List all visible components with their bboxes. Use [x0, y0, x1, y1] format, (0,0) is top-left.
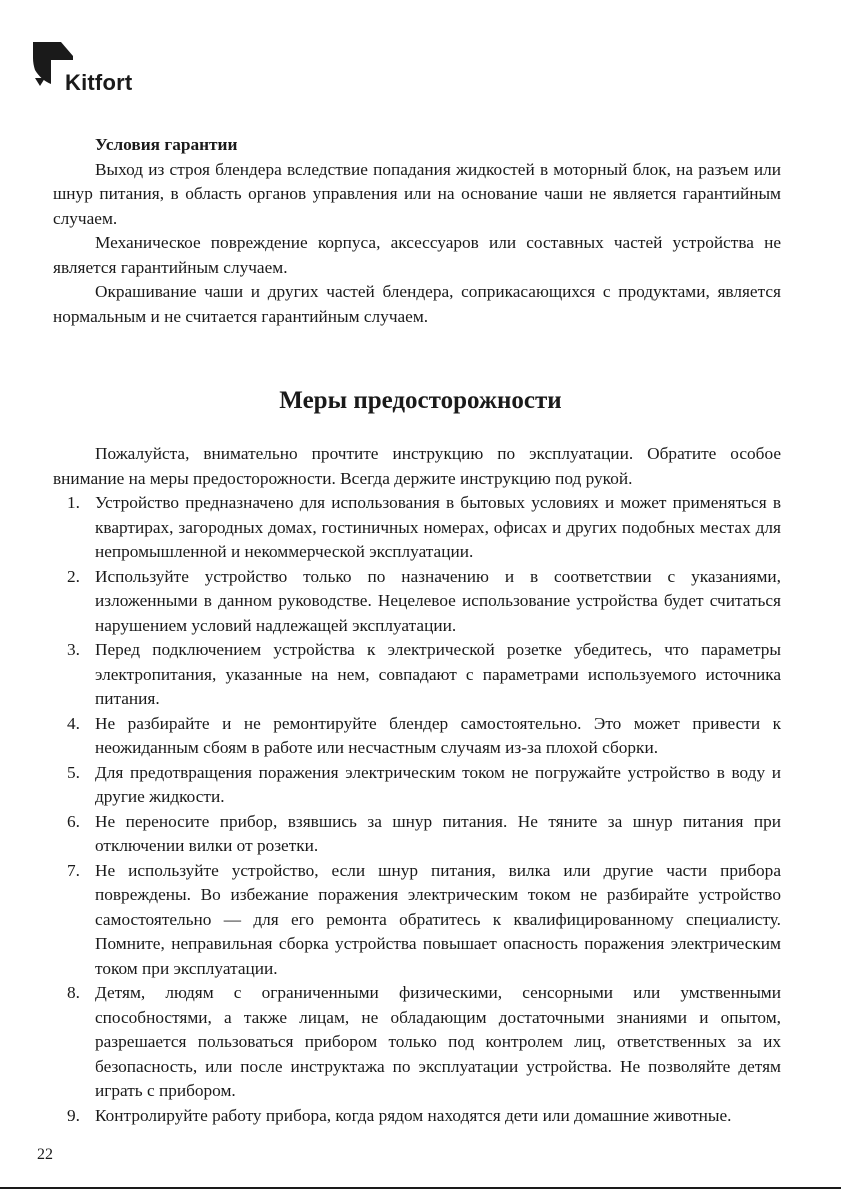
- list-item: [53, 859, 781, 982]
- list-item: [53, 761, 781, 810]
- item-text: Не переносите прибор, взявшись за шнур питания. Не тяните за шнур питания при отключении вилки от розетки.: [95, 811, 781, 855]
- section-title: Меры предосторожности: [279, 387, 562, 414]
- warranty-title: Условия гарантии: [95, 135, 238, 154]
- list-item: [53, 712, 781, 761]
- item-number: 4.: [67, 713, 80, 733]
- item-text: Детям, людям с ограниченными физическими, сенсорными или умственными способностями, а также лицам, не обладающим достаточными знаниями и опытом, разрешается пользоваться прибором только под контролем лиц, ответственных за их безопасность, или после инструктажа по эксплуатации устройства. Не позволяйте детям играть с прибором.: [95, 983, 781, 1100]
- list-item: [53, 638, 781, 712]
- item-text: Не разбирайте и не ремонтируйте блендер самостоятельно. Это может привести к неожиданным сбоям в работе или несчастным случаям из-за плохой сборки.: [95, 713, 781, 757]
- item-number: 7.: [67, 860, 80, 880]
- list-item: [53, 810, 781, 859]
- item-number: 9.: [67, 1105, 80, 1125]
- page-bottom-rule: [0, 1187, 841, 1189]
- brand-name: Kitfort: [65, 70, 133, 95]
- precautions-list: [53, 491, 781, 1128]
- item-text: Контролируйте работу прибора, когда рядом находятся дети или домашние животные.: [95, 1105, 732, 1125]
- item-text: Устройство предназначено для использования в бытовых условиях и может применяться в квартирах, загородных домах, гостиничных номерах, офисах и других подобных местах для непромышленной и некоммерческой эксплуатации.: [95, 493, 781, 561]
- item-text: Для предотвращения поражения электрическим током не погружайте устройство в воду и другие жидкости.: [95, 762, 781, 806]
- warranty-paragraph: Механическое повреждение корпуса, аксессуаров или составных частей устройства не является гарантийным случаем.: [53, 233, 781, 277]
- list-item: [53, 565, 781, 639]
- list-item: [53, 981, 781, 1104]
- item-text: Не используйте устройство, если шнур питания, вилка или другие части прибора повреждены. Во избежание поражения электрическим током не разбирайте устройство самостоятельно — для его ремонта обратитесь к квалифицированному специалисту. Помните, неправильная сборка устройства повышает опасность поражения электрическим током при эксплуатации.: [95, 860, 781, 978]
- item-number: 1.: [67, 493, 80, 512]
- item-number: 2.: [67, 566, 80, 586]
- list-item: [53, 491, 781, 565]
- list-item: [53, 1104, 781, 1129]
- item-number: 6.: [67, 811, 80, 831]
- warranty-paragraph: Окрашивание чаши и других частей блендера, соприкасающихся с продуктами, является нормальным и не считается гарантийным случаем.: [53, 282, 781, 326]
- warranty-section: [53, 133, 781, 329]
- precautions-intro: Пожалуйста, внимательно прочтите инструкцию по эксплуатации. Обратите особое внимание на меры предосторожности. Всегда держите инструкцию под рукой.: [53, 444, 781, 488]
- item-text: Перед подключением устройства к электрической розетке убедитесь, что параметры электропитания, указанные на нем, совпадают с параметрами используемого источника питания.: [95, 640, 781, 708]
- item-number: 8.: [67, 983, 80, 1002]
- precautions-section: [53, 442, 781, 1128]
- page-number: 22: [37, 1146, 53, 1163]
- item-number: 5.: [67, 762, 80, 782]
- item-number: 3.: [67, 640, 80, 659]
- warranty-paragraph: Выход из строя блендера вследствие попадания жидкостей в моторный блок, на разъем или шнур питания, в область органов управления или на основание чаши не является гарантийным случаем.: [53, 159, 781, 228]
- item-text: Используйте устройство только по назначению и в соответствии с указаниями, изложенными в данном руководстве. Нецелевое использование устройства будет считаться нарушением условий надлежащей эксплуатации.: [95, 566, 781, 635]
